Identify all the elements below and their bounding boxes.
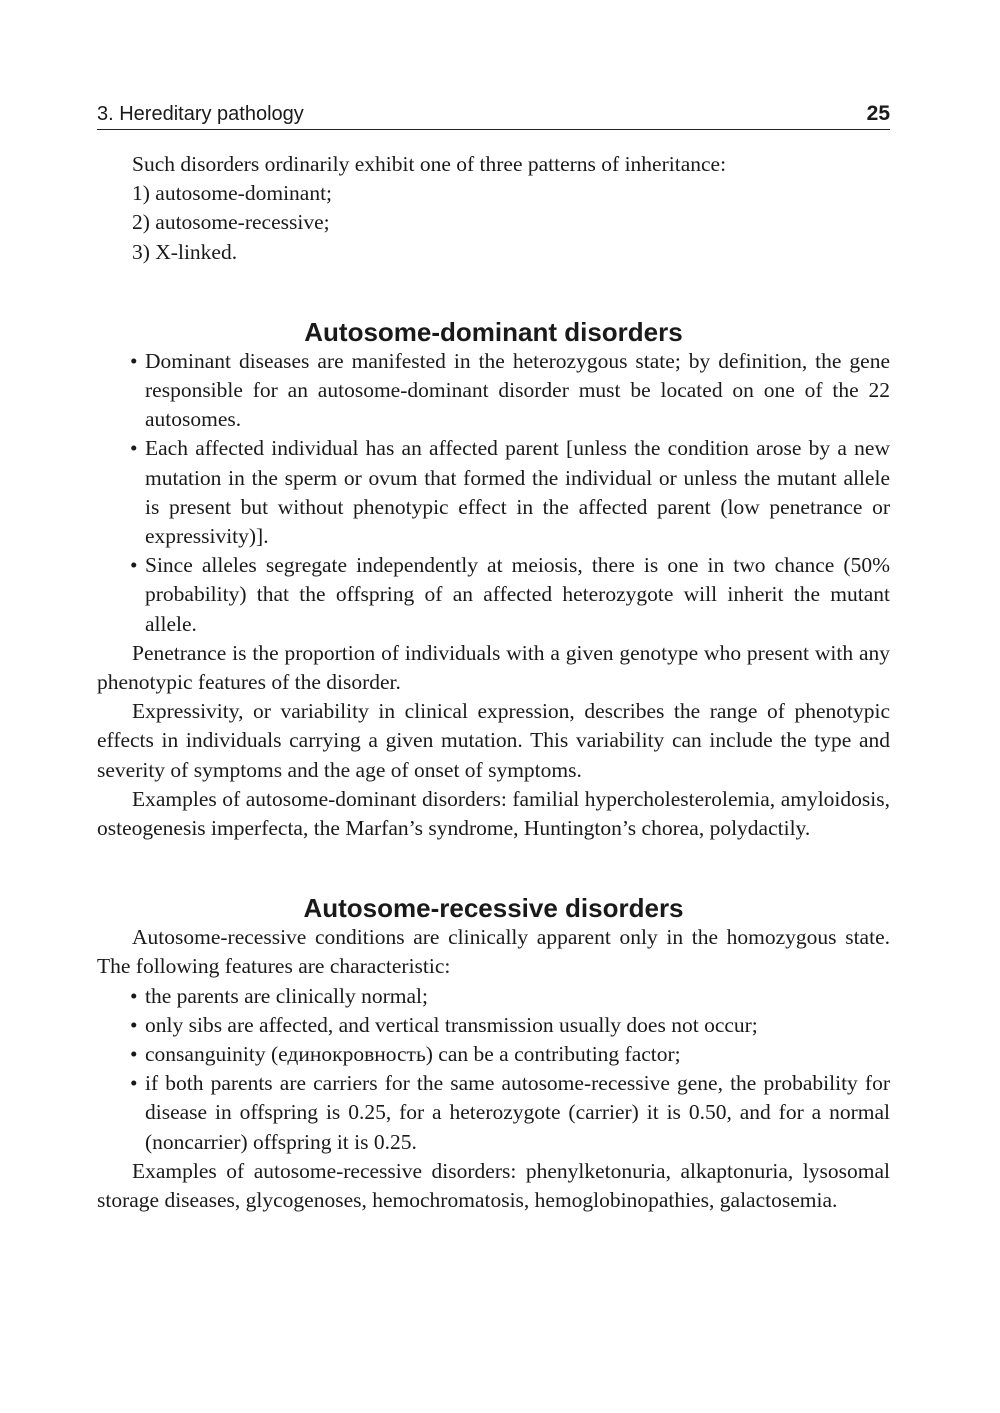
recessive-bullets	[97, 982, 890, 1157]
list-item: • Since alleles segregate independently at meiosis, there is one in two chance (50% probability) that the offspring of an affected heterozygote will inherit the mutant allele.	[97, 551, 890, 639]
list-item: • the parents are clinically normal;	[97, 982, 890, 1011]
recessive-intro-paragraph: Autosome-recessive conditions are clinically apparent only in the homozygous state. The following features are characteristic:	[97, 925, 890, 979]
page-number: 25	[866, 102, 890, 125]
list-item: 3) X-linked.	[132, 239, 238, 264]
inheritance-patterns-list	[97, 179, 890, 267]
list-item: • Each affected individual has an affected parent [unless the condition arose by a new mutation in the sperm or ovum that formed the individual or unless the mutant allele is present but without phenotypic effect in the affected parent (low penetrance or expressivity)].	[97, 434, 890, 551]
list-item: • if both parents are carriers for the same autosome-recessive gene, the probability for disease in offspring is 0.25, for a heterozygote (carrier) it is 0.50, and for a normal (noncarrier) offspring it is 0.25.	[97, 1069, 890, 1157]
page-body	[97, 150, 890, 1215]
list-item: • consanguinity (единокровность) can be a contributing factor;	[97, 1040, 890, 1069]
recessive-examples-paragraph: Examples of autosome-recessive disorders: phenylketonuria, alkaptonuria, lysosomal storage diseases, glycogenoses, hemochromatosis, hemoglobinopathies, galactosemia.	[97, 1158, 890, 1213]
dominant-examples-paragraph: Examples of autosome-dominant disorders: familial hypercholesterolemia, amyloidosis, osteogenesis imperfecta, the Marfan’s syndrome, Huntington’s chorea, polydactily.	[97, 786, 890, 841]
intro-paragraph: Such disorders ordinarily exhibit one of three patterns of inheritance:	[132, 152, 727, 176]
section-heading-recessive: Autosome-recessive disorders	[303, 893, 684, 924]
list-item: 1) autosome-dominant;	[132, 181, 333, 206]
list-item: 2) autosome-recessive;	[132, 210, 330, 235]
list-item: • only sibs are affected, and vertical transmission usually does not occur;	[97, 1011, 890, 1040]
dominant-bullets	[97, 347, 890, 639]
expressivity-paragraph: Expressivity, or variability in clinical expression, describes the range of phenotypic effects in individuals carrying a given mutation. This variability can include the type and severity of symptoms and the age of onset of symptoms.	[97, 699, 890, 782]
chapter-title: 3. Hereditary pathology	[97, 103, 304, 125]
running-head	[97, 102, 890, 130]
section-heading-dominant: Autosome-dominant disorders	[304, 316, 683, 347]
list-item: • Dominant diseases are manifested in the heterozygous state; by definition, the gene responsible for an autosome-dominant disorder must be located on one of the 22 autosomes.	[97, 347, 890, 435]
penetrance-paragraph: Penetrance is the proportion of individuals with a given genotype who present with any phenotypic features of the disorder.	[97, 640, 890, 695]
book-page	[97, 102, 890, 1215]
